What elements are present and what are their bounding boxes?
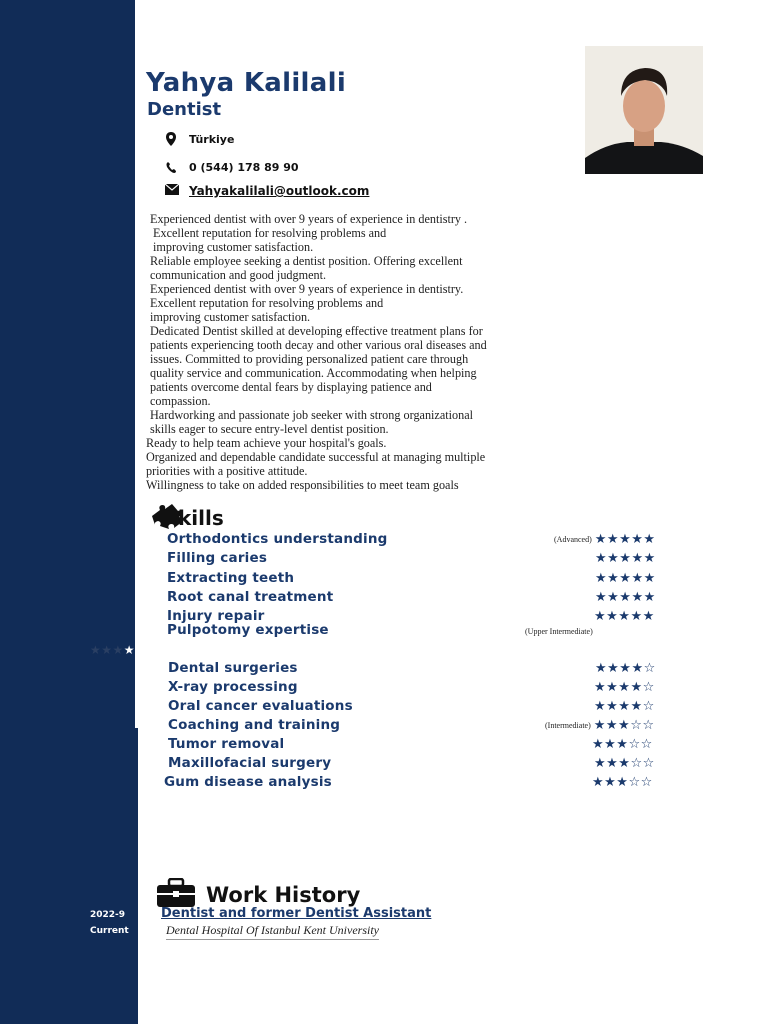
contact-phone (165, 160, 299, 174)
contact-location (165, 132, 234, 146)
skill-rating (594, 680, 655, 695)
skill-name: Extracting teeth (167, 570, 295, 586)
star-rating-icon: ★★★☆☆ (592, 775, 653, 790)
skill-rating (554, 532, 656, 547)
job-start-date: 2022-9 (90, 910, 126, 920)
summary-line: Hardworking and passionate job seeker with strong organizational (150, 408, 473, 422)
email-link[interactable]: Yahyakalilali@outlook.com (189, 184, 370, 198)
summary-line: Dedicated Dentist skilled at developing effective treatment plans for (150, 324, 483, 338)
summary-line: communication and good judgment. (150, 268, 327, 282)
job-employer: Dental Hospital Of Istanbul Kent University (166, 923, 379, 940)
sidebar-edge (135, 728, 138, 1024)
star-rating-icon: ★★★★★ (595, 571, 656, 586)
candidate-title: Dentist (147, 99, 222, 120)
skill-name: Tumor removal (168, 736, 285, 752)
skill-name: Dental surgeries (168, 660, 298, 676)
summary-line: Willingness to take on added responsibilities to meet team goals (146, 478, 459, 492)
skill-name: Orthodontics understanding (167, 531, 388, 547)
skills-heading (150, 502, 224, 534)
star-rating-icon: ★★★☆☆ (592, 737, 653, 752)
skill-name: Pulpotomy expertise (167, 622, 329, 638)
summary-line: skills eager to secure entry-level dentist position. (150, 422, 389, 436)
summary-line: patients overcome dental fears by displaying patience and (150, 380, 432, 394)
skill-rating (525, 624, 596, 639)
star-rating-icon: ★★★☆☆ (594, 756, 655, 771)
skill-level: (Advanced) (554, 535, 592, 544)
skill-level: (Upper Intermediate) (525, 627, 593, 636)
skill-rating (592, 737, 653, 752)
summary-line: Excellent reputation for resolving problems and (150, 226, 387, 240)
star-rating-icon: ★★★★★ (595, 551, 656, 566)
summary-line: priorities with a positive attitude. (146, 464, 308, 478)
skill-name: Root canal treatment (167, 589, 334, 605)
summary-line: Experienced dentist with over 9 years of experience in dentistry . (150, 212, 468, 226)
skill-rating (594, 699, 655, 714)
phone-text: 0 (544) 178 89 90 (189, 160, 299, 174)
skill-rating (595, 590, 656, 605)
summary-line: Reliable employee seeking a dentist position. Offering excellent (150, 254, 463, 268)
skill-rating (595, 551, 656, 566)
skill-name: Maxillofacial surgery (168, 755, 332, 771)
skill-level: (Intermediate) (545, 721, 591, 730)
summary-line: Experienced dentist with over 9 years of experience in dentistry. (150, 282, 464, 296)
summary-line: improving customer satisfaction. (150, 310, 311, 324)
summary-line: quality service and communication. Accommodating when helping (150, 366, 477, 380)
phone-icon (165, 160, 181, 174)
sidebar (0, 0, 135, 1024)
job-role: Dentist and former Dentist Assistant (161, 906, 432, 921)
skill-name: Filling caries (167, 550, 268, 566)
candidate-name: Yahya Kalilali (146, 68, 347, 98)
work-history-title: Work History (206, 883, 361, 907)
skill-name: Gum disease analysis (164, 774, 332, 790)
skill-name: Oral cancer evaluations (168, 698, 353, 714)
professional-summary (146, 212, 586, 492)
star-rating-icon: ★★★★☆ (595, 661, 656, 676)
profile-photo (585, 46, 703, 174)
skill-rating (594, 609, 655, 624)
skill-rating (545, 718, 655, 733)
skill-rating (592, 775, 653, 790)
skill-name: Coaching and training (168, 717, 341, 733)
summary-line: improving customer satisfaction. (150, 240, 314, 254)
skill-rating (594, 756, 655, 771)
skills-title: kills (178, 506, 224, 530)
email-envelope-icon (165, 184, 181, 198)
summary-line: Ready to help team achieve your hospital's goals. (146, 436, 387, 450)
skill-rating (595, 661, 656, 676)
skill-name: X-ray processing (168, 679, 298, 695)
summary-line: issues. Committed to providing personalized patient care through (150, 352, 469, 366)
summary-line: Excellent reputation for resolving problems and (150, 296, 384, 310)
star-rating-icon: ★★★☆☆ (593, 718, 655, 733)
skill-name: Injury repair (167, 608, 265, 624)
location-text: Türkiye (189, 132, 235, 146)
star-rating-icon: ★★★★★ (594, 532, 656, 547)
summary-line: compassion. (150, 394, 211, 408)
skill-rating (595, 571, 656, 586)
summary-line: patients experiencing tooth decay and other various oral diseases and (150, 338, 487, 352)
star-rating-icon: ★★★★★ (594, 609, 655, 624)
star-rating-icon: ★★★★★ (595, 590, 656, 605)
contact-email (165, 184, 369, 198)
star-rating-icon: ★★★★☆ (90, 643, 147, 657)
star-rating-icon: ★★★★☆ (594, 699, 655, 714)
star-rating-icon: ★★★★☆ (594, 680, 655, 695)
location-pin-icon (165, 132, 181, 146)
summary-line: Organized and dependable candidate successful at managing multiple (146, 450, 486, 464)
job-end-date: Current (90, 926, 129, 936)
